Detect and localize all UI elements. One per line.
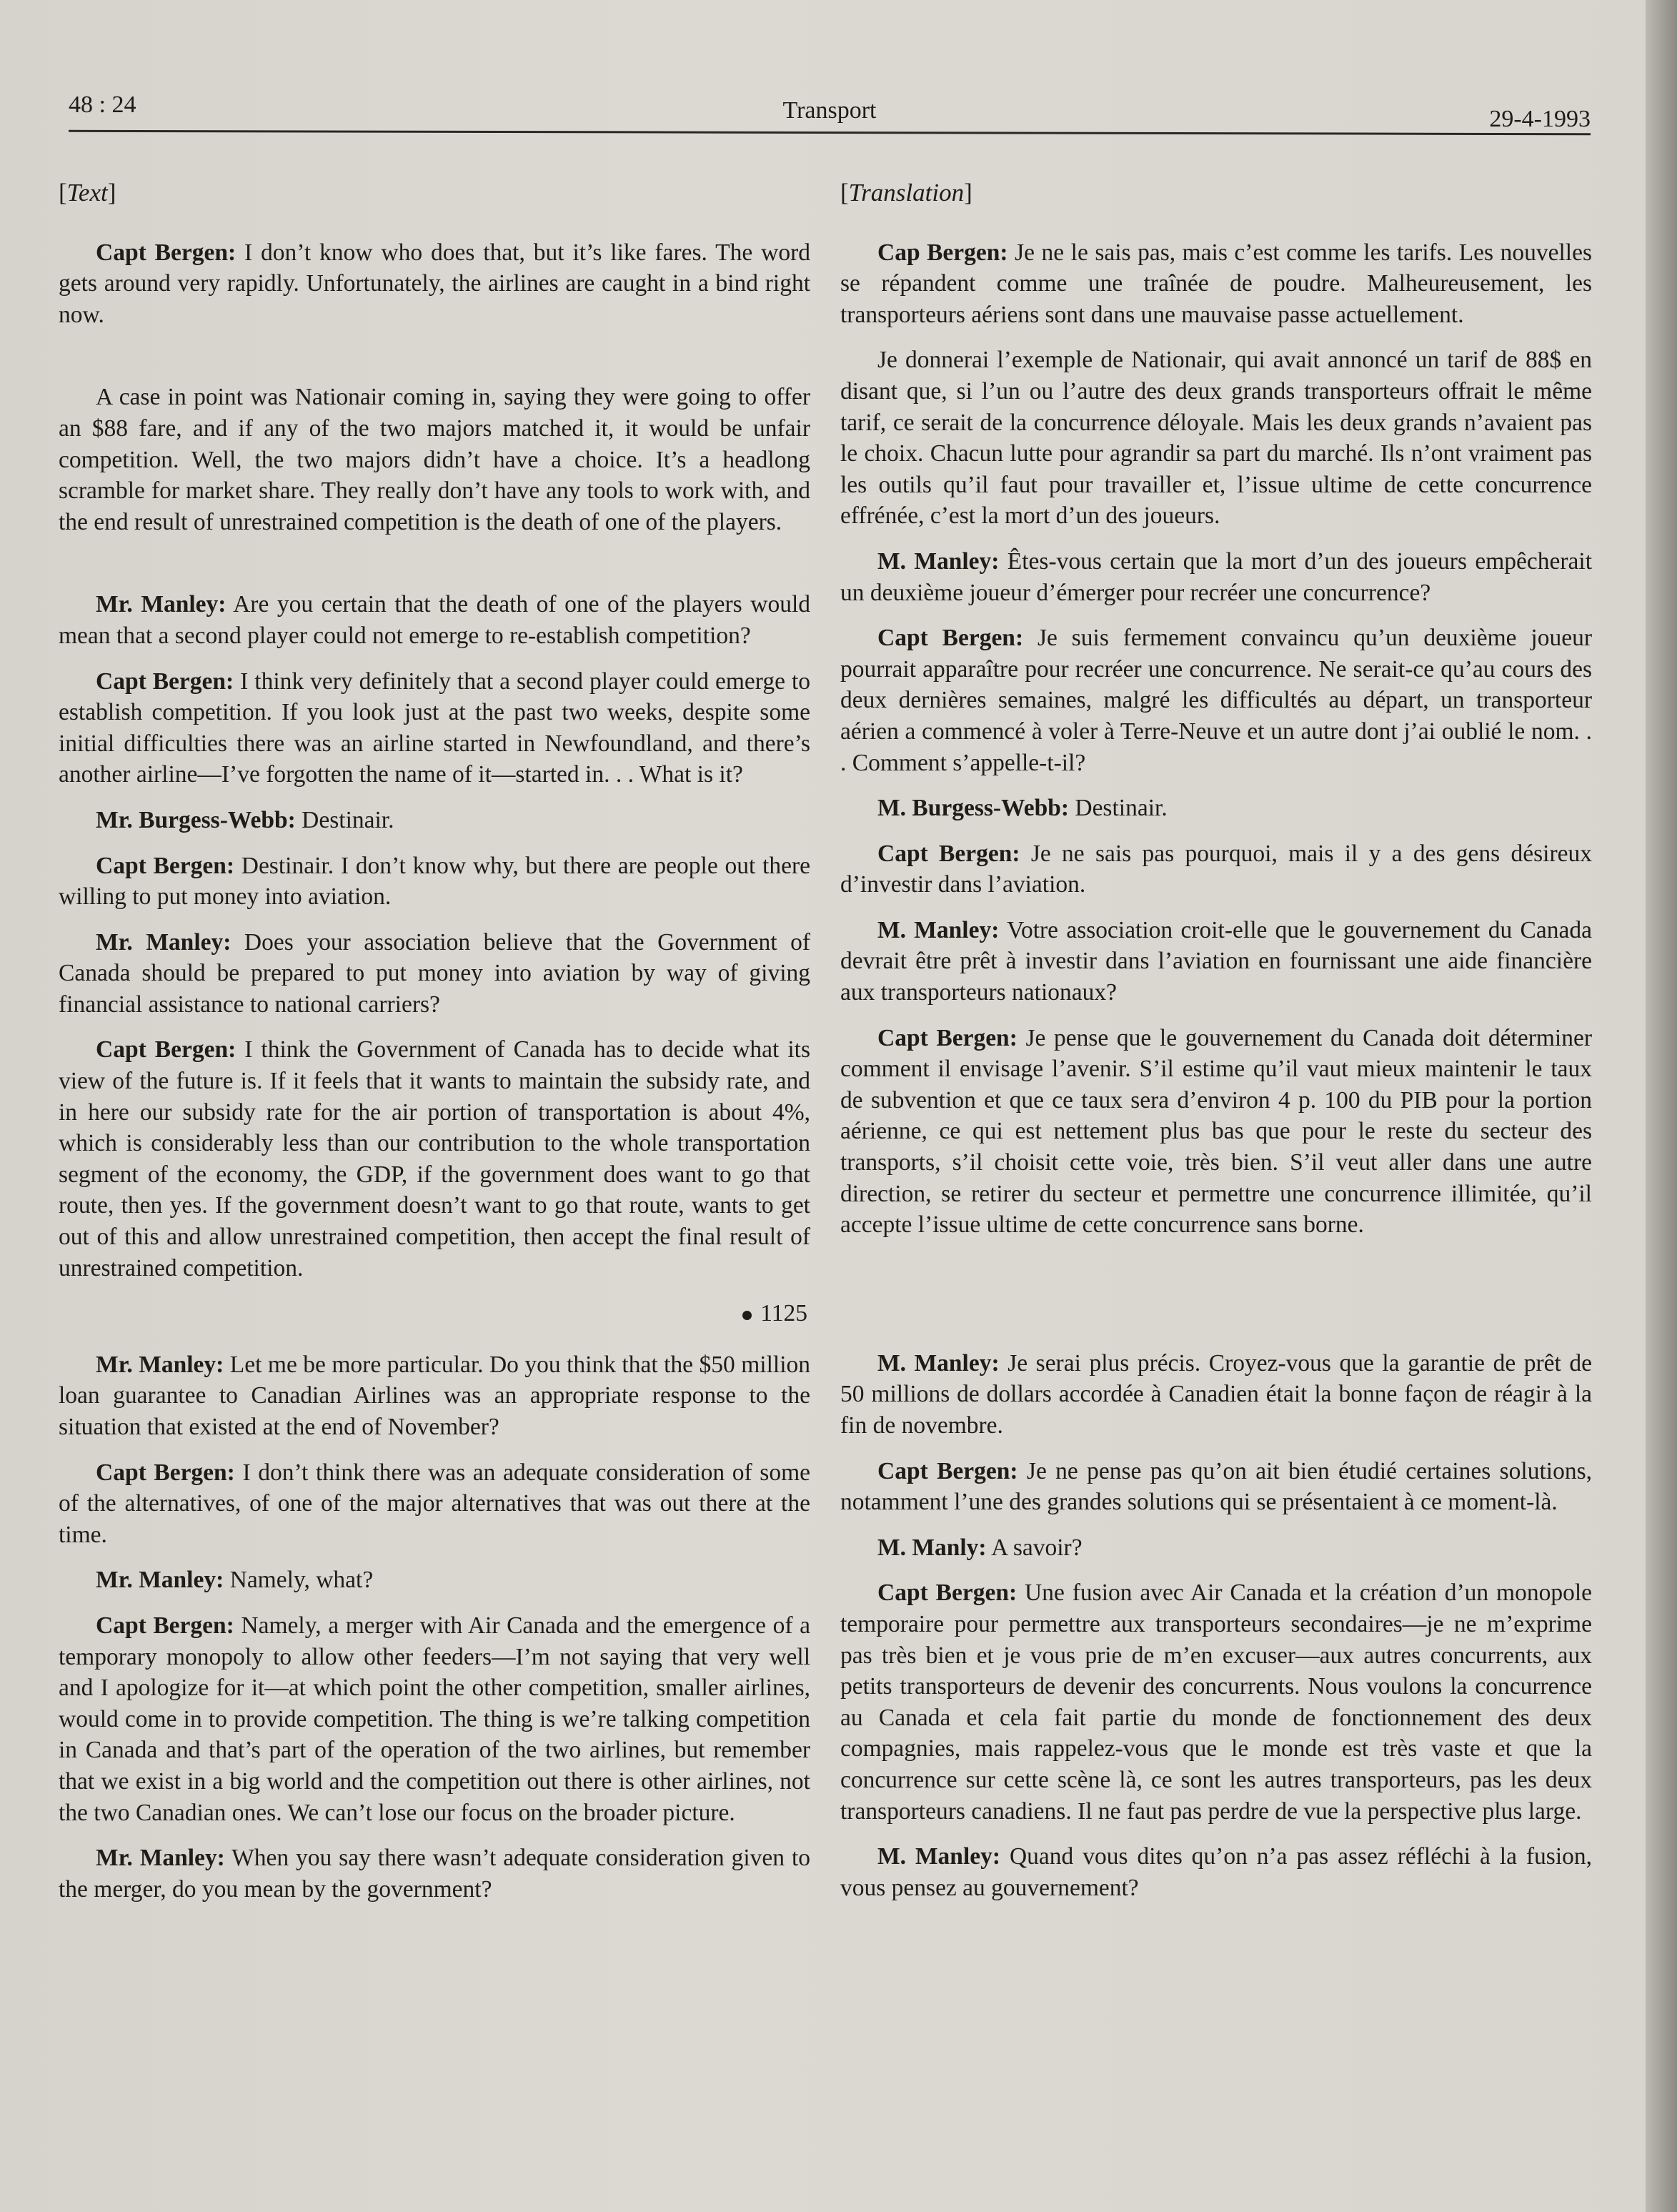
transcript-paragraph — [840, 237, 1592, 331]
transcript-paragraph — [59, 1564, 810, 1596]
transcript-paragraph — [840, 838, 1592, 901]
speech-text: Êtes-vous certain que la mort d’un des joueurs empêcherait un deuxième joueur d’émerger pour recréer une concurrence? — [840, 547, 1593, 606]
transcript-paragraph — [59, 1034, 810, 1284]
speaker-name: Mr. Burgess-Webb: — [96, 806, 296, 833]
transcript-paragraph — [59, 850, 810, 913]
time-marker-text: 1125 — [760, 1300, 807, 1327]
speech-text: Une fusion avec Air Canada et la création d’un monopole temporaire pour permettre aux transporteurs secondaires—je ne m’exprime pas très bien et je vous prie de m’en excuser—aux autres concurrents, aux petits transporteurs de devenir des concurrents. Nous voulons la concurrence au Canada et cela fait partie du monde de fonctionnement des deux compagnies, mais rappelez-vous que le monde est très vaste et que la concurrence sur cette scène là, ce sont les autres transporteurs, pas les deux transporteurs canadiens. Il ne faut pas perdre de vue la perspective plus large. — [840, 1579, 1592, 1825]
french-column — [840, 177, 1592, 1918]
transcript-paragraph — [59, 1842, 810, 1905]
speech-text: When you say there wasn’t adequate consideration given to the merger, do you mean by the government? — [59, 1845, 810, 1903]
speech-text: Does your association believe that the Government of Canada should be prepared to put money into aviation by way of giving financial assistance to national carriers? — [59, 928, 810, 1018]
speech-text: I don’t know who does that, but it’s like fares. The word gets around very rapidly. Unfortunately, the airlines are caught in a bind right now. — [59, 239, 810, 328]
transcript-paragraph — [840, 793, 1592, 824]
page-edge-shadow — [1646, 0, 1677, 2212]
speaker-name: Mr. Manley: — [96, 1351, 224, 1378]
bullet-dot-icon — [742, 1311, 752, 1320]
transcript-paragraph — [59, 666, 810, 790]
column-label: [Text] — [59, 179, 116, 207]
speaker-name: Mr. Manley: — [96, 928, 232, 956]
speaker-name: Capt Bergen: — [877, 840, 1020, 867]
transcript-paragraph — [59, 589, 810, 651]
transcript-paragraph — [840, 1577, 1592, 1827]
transcript-paragraph — [840, 1841, 1592, 1903]
speech-text: Let me be more particular. Do you think that the $50 million loan guarantee to Canadian Airlines was an appropriate response to the situation that existed at the end of November? — [59, 1351, 811, 1440]
speech-text: Are you certain that the death of one of the players would mean that a second player could not emerge to re-establish competition? — [59, 591, 811, 649]
header-rule — [69, 130, 1591, 135]
english-column — [59, 177, 810, 1919]
transcript-paragraph — [59, 805, 810, 836]
speaker-name: M. Manley: — [877, 1843, 1001, 1870]
transcript-paragraph — [840, 915, 1592, 1008]
speech-text: Je pense que le gouvernement du Canada doit déterminer comment il envisage l’avenir. S’il estime qu’il vaut mieux maintenir le taux de subvention et que ce taux sera d’environ 4 p. 100 du PIB pour la portion aérienne, ce qui est nettement plus bas que pour le reste du secteur des transports, s’il choisit cette voie, très bien. S’il veut aller dans une autre direction, se retirer du secteur et permettre une concurrence illimitée, qu’il accepte l’issue ultime de cette concurrence sans borne. — [840, 1024, 1593, 1239]
publication-date: 29-4-1993 — [1489, 106, 1591, 132]
speech-text: Quand vous dites qu’on n’a pas assez réfléchi à la fusion, vous pensez au gouvernement? — [840, 1843, 1593, 1901]
transcript-paragraph — [840, 1023, 1592, 1241]
speaker-name: Capt Bergen: — [96, 239, 237, 266]
speaker-name: M. Manley: — [877, 916, 1000, 943]
speech-text: I don’t think there was an adequate consideration of some of the alternatives, of one of the major alternatives that was out there at the time. — [59, 1459, 810, 1548]
speaker-name: Capt Bergen: — [877, 1457, 1018, 1484]
speaker-name: Mr. Manley: — [96, 1567, 224, 1594]
speaker-name: Mr. Manley: — [96, 1845, 225, 1872]
speech-text: I think the Government of Canada has to decide what its view of the future is. If it feels that it wants to maintain the subsidy rate, and in here our subsidy rate for the air portion of transportation is about 4%, which is considerably less than our contribution to the whole transportation segment of the economy, the GDP, if the government does want to go that route, then yes. If the government doesn’t want to go that route, wants to get out of this and allow unrestrained competition, then accept the final result of unrestrained competition. — [59, 1036, 811, 1281]
column-label: [Translation] — [840, 179, 972, 207]
speaker-name: Capt Bergen: — [96, 1036, 237, 1063]
speaker-name: M. Manly: — [877, 1534, 987, 1561]
speaker-name: M. Manley: — [877, 1349, 1000, 1377]
transcript-paragraph — [59, 1457, 810, 1551]
running-header — [69, 87, 1591, 130]
speaker-name: Capt Bergen: — [96, 852, 234, 879]
transcript-paragraph — [59, 1349, 810, 1443]
transcript-paragraph — [59, 237, 810, 331]
speaker-name: Mr. Manley: — [96, 591, 227, 618]
publication-title: Transport — [782, 97, 877, 124]
speech-text: Je ne sais pas pourquoi, mais il y a des gens désireux d’investir dans l’aviation. — [840, 840, 1593, 898]
transcript-paragraph — [59, 382, 810, 537]
speech-text: Je ne le sais pas, mais c’est comme les tarifs. Les nouvelles se répandent comme une traînée de poudre. Malheureusement, les transporteurs aériens sont dans une mauvaise passe actuellement. — [840, 239, 1592, 328]
speech-text: Je suis fermement convaincu qu’un deuxième joueur pourrait apparaître pour recréer une concurrence. Ne serait-ce qu’au cours des deux dernières semaines, malgré les difficultés au départ, un transporteur aérien a commencé à voler à Terre-Neuve et un autre dont j’ai oublié le nom. . . Comment s’appelle-t-il? — [840, 625, 1592, 776]
speech-text: I think very definitely that a second player could emerge to establish competition. If you look just at the past two weeks, despite some initial difficulties there was an airline started in Newfoundland, and there’s another airline—I’ve forgotten the name of it—started in. . . What is it? — [59, 668, 810, 788]
transcript-paragraph — [59, 1610, 810, 1828]
speaker-name: Capt Bergen: — [877, 625, 1024, 652]
speech-text: Destinair. I don’t know why, but there are people out there willing to put money into aviation. — [59, 852, 810, 911]
speaker-name: Capt Bergen: — [96, 668, 234, 695]
transcript-paragraph — [840, 623, 1592, 778]
speech-text: Je serai plus précis. Croyez-vous que la garantie de prêt de 50 millions de dollars accordée à Canadien était la bonne façon de réagir à la fin de novembre. — [840, 1349, 1593, 1439]
speaker-name: Capt Bergen: — [877, 1024, 1017, 1051]
time-marker — [59, 1298, 807, 1329]
page-number: 48 : 24 — [69, 91, 136, 118]
speaker-name: Capt Bergen: — [877, 1579, 1017, 1607]
transcript-paragraph — [840, 1456, 1592, 1518]
speech-text: Je donnerai l’exemple de Nationair, qui avait annoncé un tarif de 88$ en disant que, si l’un ou l’autre des deux grands transporteurs offrait le même tarif, ce serait de la concurrence déloyale. Mais les deux grands n’avaient pas le choix. Chacun lutte pour agrandir sa part du marché. Ils n’ont vraiment pas les outils qu’il faut pour travailler et, l’issue ultime de cette concurrence effrénée, c’est la mort d’un des joueurs. — [840, 347, 1592, 530]
speech-text: Namely, what? — [224, 1567, 374, 1594]
speech-text: Namely, a merger with Air Canada and the emergence of a temporary monopoly to allow other feeders—I’m not saying that very well and I apologize for it—at which point the other competition, smaller airlines, would come in to provide competition. The thing is we’re talking competition in Canada and that’s part of the operation of the two airlines, but remember that we exist in a big world and the competition out there is other airlines, not the two Canadian ones. We can’t lose our focus on the broader picture. — [59, 1612, 811, 1826]
speaker-name: Capt Bergen: — [96, 1459, 235, 1486]
speaker-name: M. Manley: — [877, 547, 1000, 575]
speech-text: Je ne pense pas qu’on ait bien étudié certaines solutions, notamment l’une des grandes solutions qui se présentaient à ce moment-là. — [840, 1457, 1592, 1516]
transcript-paragraph — [840, 344, 1592, 532]
speech-text: Destinair. — [1069, 795, 1168, 822]
speaker-name: Capt Bergen: — [96, 1612, 234, 1639]
speech-text: Destinair. — [295, 806, 394, 833]
transcript-paragraph — [59, 927, 810, 1021]
transcript-paragraph — [840, 546, 1592, 608]
speech-text: Votre association croit-elle que le gouvernement du Canada devrait être prêt à investir dans l’aviation en fournissant une aide financière aux transporteurs nationaux? — [840, 916, 1592, 1006]
speaker-name: M. Burgess-Webb: — [877, 795, 1069, 822]
transcript-paragraph — [840, 1532, 1592, 1564]
speech-text: A case in point was Nationair coming in, saying they were going to offer an $88 fare, and if any of the two majors matched it, it would be unfair competition. Well, the two majors didn’t have a choice. It’s a headlong scramble for market share. They really don’t have any tools to work with, and the end result of unrestrained competition is the death of one of the players. — [59, 384, 810, 535]
speech-text: A savoir? — [986, 1534, 1083, 1561]
speaker-name: Cap Bergen: — [877, 239, 1008, 266]
transcript-paragraph — [840, 1348, 1592, 1442]
